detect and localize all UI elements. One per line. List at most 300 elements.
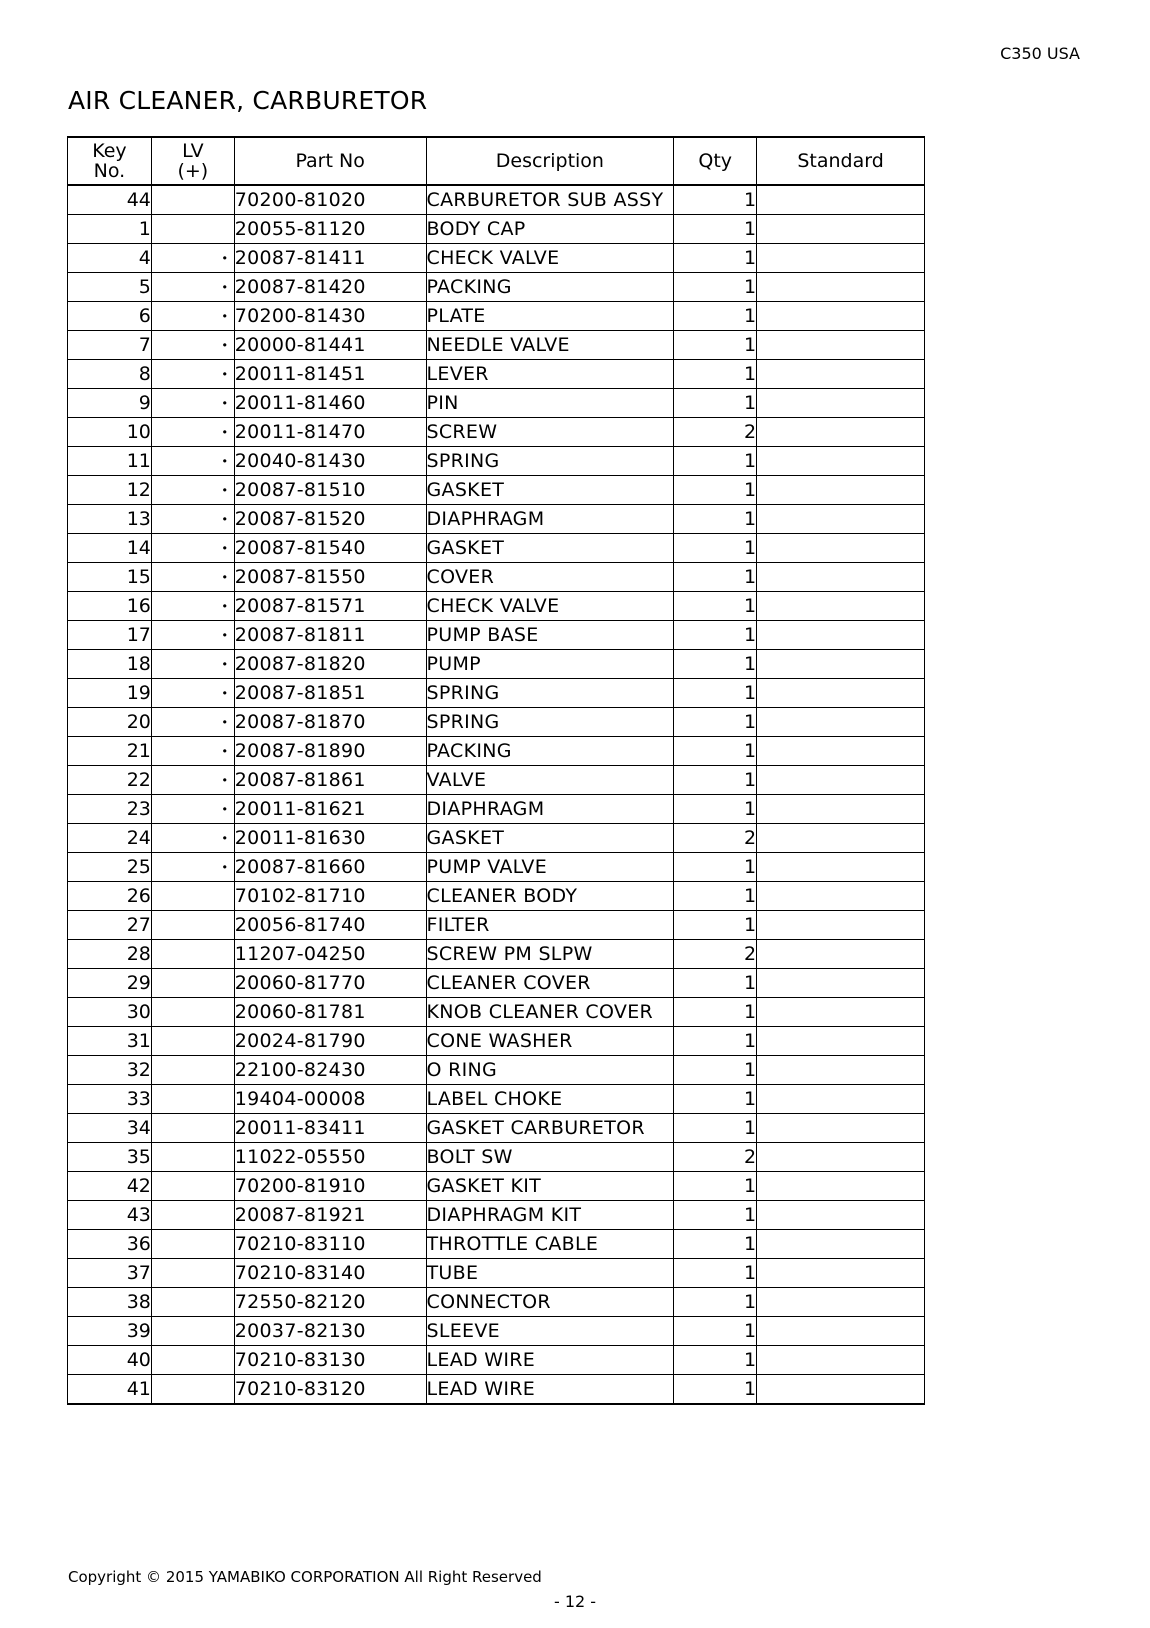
cell-standard: [757, 1201, 925, 1230]
cell-qty: 1: [674, 621, 757, 650]
cell-lv: [151, 1056, 234, 1085]
cell-description: DIAPHRAGM KIT: [426, 1201, 674, 1230]
cell-key-no: 36: [68, 1230, 152, 1259]
cell-lv: ・: [151, 708, 234, 737]
cell-qty: 1: [674, 795, 757, 824]
cell-standard: [757, 853, 925, 882]
cell-description: LEAD WIRE: [426, 1346, 674, 1375]
cell-description: GASKET KIT: [426, 1172, 674, 1201]
cell-qty: 1: [674, 476, 757, 505]
cell-key-no: 6: [68, 302, 152, 331]
cell-standard: [757, 1056, 925, 1085]
cell-qty: 1: [674, 969, 757, 998]
table-row: [68, 302, 925, 331]
cell-lv: ・: [151, 418, 234, 447]
cell-key-no: 30: [68, 998, 152, 1027]
cell-lv: [151, 1172, 234, 1201]
table-row: [68, 447, 925, 476]
cell-part-no: 20087-81921: [234, 1201, 426, 1230]
cell-description: CARBURETOR SUB ASSY: [426, 185, 674, 215]
cell-lv: [151, 1288, 234, 1317]
cell-lv: ・: [151, 360, 234, 389]
cell-description: CLEANER BODY: [426, 882, 674, 911]
cell-lv: ・: [151, 476, 234, 505]
cell-key-no: 14: [68, 534, 152, 563]
cell-key-no: 22: [68, 766, 152, 795]
cell-standard: [757, 592, 925, 621]
cell-part-no: 20087-81660: [234, 853, 426, 882]
cell-lv: ・: [151, 679, 234, 708]
cell-qty: 1: [674, 1056, 757, 1085]
table-row: [68, 1085, 925, 1114]
cell-part-no: 70210-83130: [234, 1346, 426, 1375]
cell-key-no: 17: [68, 621, 152, 650]
cell-part-no: 20087-81411: [234, 244, 426, 273]
cell-key-no: 15: [68, 563, 152, 592]
cell-standard: [757, 679, 925, 708]
cell-key-no: 7: [68, 331, 152, 360]
cell-part-no: 20011-81470: [234, 418, 426, 447]
cell-standard: [757, 1346, 925, 1375]
cell-key-no: 27: [68, 911, 152, 940]
table-row: [68, 650, 925, 679]
cell-key-no: 33: [68, 1085, 152, 1114]
cell-qty: 1: [674, 1172, 757, 1201]
cell-part-no: 20024-81790: [234, 1027, 426, 1056]
cell-lv: [151, 998, 234, 1027]
cell-description: KNOB CLEANER COVER: [426, 998, 674, 1027]
cell-lv: ・: [151, 737, 234, 766]
key-header-line2: No.: [93, 160, 126, 182]
table-row: [68, 1172, 925, 1201]
cell-standard: [757, 708, 925, 737]
table-row: [68, 737, 925, 766]
cell-description: PLATE: [426, 302, 674, 331]
cell-part-no: 20011-81630: [234, 824, 426, 853]
key-header-line1: Key: [92, 140, 127, 162]
cell-standard: [757, 447, 925, 476]
cell-description: PUMP BASE: [426, 621, 674, 650]
cell-standard: [757, 273, 925, 302]
table-row: [68, 853, 925, 882]
table-row: [68, 1230, 925, 1259]
cell-lv: [151, 882, 234, 911]
cell-key-no: 29: [68, 969, 152, 998]
cell-lv: ・: [151, 621, 234, 650]
cell-lv: [151, 911, 234, 940]
cell-qty: 1: [674, 1085, 757, 1114]
cell-lv: ・: [151, 447, 234, 476]
cell-qty: 2: [674, 940, 757, 969]
table-row: [68, 1317, 925, 1346]
cell-qty: 1: [674, 911, 757, 940]
cell-qty: 1: [674, 1288, 757, 1317]
cell-qty: 1: [674, 737, 757, 766]
lv-header-line1: LV: [182, 140, 204, 162]
cell-description: GASKET: [426, 476, 674, 505]
table-row: [68, 1114, 925, 1143]
cell-qty: 1: [674, 302, 757, 331]
table-row: [68, 1201, 925, 1230]
table-row: [68, 940, 925, 969]
cell-qty: 1: [674, 1259, 757, 1288]
table-row: [68, 969, 925, 998]
cell-key-no: 12: [68, 476, 152, 505]
cell-key-no: 20: [68, 708, 152, 737]
cell-lv: ・: [151, 650, 234, 679]
cell-lv: ・: [151, 853, 234, 882]
cell-description: SCREW: [426, 418, 674, 447]
cell-part-no: 20087-81811: [234, 621, 426, 650]
cell-part-no: 20087-81420: [234, 273, 426, 302]
cell-qty: 1: [674, 563, 757, 592]
table-row: [68, 185, 925, 215]
cell-key-no: 44: [68, 185, 152, 215]
cell-key-no: 4: [68, 244, 152, 273]
cell-standard: [757, 302, 925, 331]
cell-key-no: 13: [68, 505, 152, 534]
cell-description: LABEL CHOKE: [426, 1085, 674, 1114]
cell-part-no: 70210-83110: [234, 1230, 426, 1259]
cell-description: GASKET CARBURETOR: [426, 1114, 674, 1143]
cell-part-no: 20011-81460: [234, 389, 426, 418]
cell-part-no: 20011-81451: [234, 360, 426, 389]
cell-part-no: 20087-81890: [234, 737, 426, 766]
cell-lv: ・: [151, 331, 234, 360]
table-row: [68, 476, 925, 505]
cell-description: GASKET: [426, 534, 674, 563]
cell-standard: [757, 795, 925, 824]
cell-standard: [757, 389, 925, 418]
cell-standard: [757, 766, 925, 795]
cell-qty: 1: [674, 1317, 757, 1346]
table-row: [68, 389, 925, 418]
cell-key-no: 35: [68, 1143, 152, 1172]
cell-part-no: 20087-81870: [234, 708, 426, 737]
cell-description: LEAD WIRE: [426, 1375, 674, 1405]
cell-description: DIAPHRAGM: [426, 505, 674, 534]
cell-key-no: 43: [68, 1201, 152, 1230]
cell-qty: 1: [674, 447, 757, 476]
cell-key-no: 34: [68, 1114, 152, 1143]
cell-lv: ・: [151, 795, 234, 824]
cell-part-no: 70102-81710: [234, 882, 426, 911]
table-row: [68, 331, 925, 360]
column-header-description: Description: [426, 137, 674, 185]
column-header-lv: [151, 137, 234, 185]
cell-description: BODY CAP: [426, 215, 674, 244]
cell-lv: [151, 1375, 234, 1405]
table-row: [68, 911, 925, 940]
cell-qty: 1: [674, 650, 757, 679]
table-row: [68, 708, 925, 737]
cell-part-no: 70210-83120: [234, 1375, 426, 1405]
cell-part-no: 22100-82430: [234, 1056, 426, 1085]
cell-description: CONE WASHER: [426, 1027, 674, 1056]
cell-part-no: 20040-81430: [234, 447, 426, 476]
parts-table: [67, 136, 925, 1405]
cell-description: PACKING: [426, 273, 674, 302]
cell-part-no: 11022-05550: [234, 1143, 426, 1172]
cell-part-no: 19404-00008: [234, 1085, 426, 1114]
cell-part-no: 20087-81820: [234, 650, 426, 679]
cell-description: FILTER: [426, 911, 674, 940]
cell-description: CHECK VALVE: [426, 244, 674, 273]
column-header-qty: Qty: [674, 137, 757, 185]
cell-standard: [757, 1172, 925, 1201]
cell-standard: [757, 621, 925, 650]
cell-standard: [757, 1288, 925, 1317]
cell-key-no: 39: [68, 1317, 152, 1346]
cell-qty: 1: [674, 708, 757, 737]
cell-description: PUMP VALVE: [426, 853, 674, 882]
column-header-standard: Standard: [757, 137, 925, 185]
cell-description: CHECK VALVE: [426, 592, 674, 621]
cell-part-no: 20087-81851: [234, 679, 426, 708]
cell-description: SPRING: [426, 447, 674, 476]
table-row: [68, 882, 925, 911]
cell-lv: ・: [151, 505, 234, 534]
cell-standard: [757, 882, 925, 911]
table-row: [68, 418, 925, 447]
cell-standard: [757, 1317, 925, 1346]
cell-key-no: 31: [68, 1027, 152, 1056]
cell-lv: [151, 1143, 234, 1172]
table-row: [68, 1143, 925, 1172]
cell-description: SCREW PM SLPW: [426, 940, 674, 969]
cell-key-no: 9: [68, 389, 152, 418]
cell-part-no: 11207-04250: [234, 940, 426, 969]
cell-qty: 1: [674, 215, 757, 244]
model-code: C350 USA: [1000, 44, 1080, 63]
cell-description: LEVER: [426, 360, 674, 389]
cell-key-no: 10: [68, 418, 152, 447]
cell-part-no: 70210-83140: [234, 1259, 426, 1288]
cell-qty: 1: [674, 534, 757, 563]
cell-description: DIAPHRAGM: [426, 795, 674, 824]
cell-part-no: 20037-82130: [234, 1317, 426, 1346]
cell-standard: [757, 1143, 925, 1172]
cell-lv: ・: [151, 592, 234, 621]
table-row: [68, 679, 925, 708]
cell-part-no: 70200-81910: [234, 1172, 426, 1201]
cell-part-no: 20087-81540: [234, 534, 426, 563]
cell-key-no: 24: [68, 824, 152, 853]
cell-description: CLEANER COVER: [426, 969, 674, 998]
cell-description: BOLT SW: [426, 1143, 674, 1172]
table-row: [68, 592, 925, 621]
cell-description: THROTTLE CABLE: [426, 1230, 674, 1259]
cell-key-no: 41: [68, 1375, 152, 1405]
cell-key-no: 18: [68, 650, 152, 679]
cell-lv: ・: [151, 302, 234, 331]
table-row: [68, 534, 925, 563]
cell-qty: 1: [674, 998, 757, 1027]
cell-part-no: 70200-81430: [234, 302, 426, 331]
cell-qty: 2: [674, 418, 757, 447]
cell-standard: [757, 244, 925, 273]
column-header-key-no: [68, 137, 152, 185]
cell-part-no: 20087-81510: [234, 476, 426, 505]
cell-lv: ・: [151, 563, 234, 592]
cell-qty: 1: [674, 244, 757, 273]
table-row: [68, 824, 925, 853]
cell-part-no: 20060-81781: [234, 998, 426, 1027]
cell-qty: 1: [674, 1201, 757, 1230]
table-row: [68, 1375, 925, 1405]
cell-lv: [151, 1230, 234, 1259]
table-row: [68, 505, 925, 534]
cell-key-no: 26: [68, 882, 152, 911]
cell-standard: [757, 360, 925, 389]
page-title: AIR CLEANER, CARBURETOR: [68, 86, 428, 115]
column-header-part-no: Part No: [234, 137, 426, 185]
cell-standard: [757, 1230, 925, 1259]
table-row: [68, 1027, 925, 1056]
cell-standard: [757, 1375, 925, 1405]
cell-key-no: 32: [68, 1056, 152, 1085]
cell-standard: [757, 331, 925, 360]
cell-lv: ・: [151, 244, 234, 273]
cell-qty: 1: [674, 389, 757, 418]
cell-key-no: 1: [68, 215, 152, 244]
cell-standard: [757, 563, 925, 592]
cell-key-no: 25: [68, 853, 152, 882]
cell-lv: [151, 1027, 234, 1056]
cell-key-no: 23: [68, 795, 152, 824]
cell-part-no: 20055-81120: [234, 215, 426, 244]
cell-qty: 1: [674, 273, 757, 302]
cell-part-no: 72550-82120: [234, 1288, 426, 1317]
cell-standard: [757, 940, 925, 969]
cell-qty: 1: [674, 360, 757, 389]
cell-key-no: 42: [68, 1172, 152, 1201]
cell-part-no: 20056-81740: [234, 911, 426, 940]
cell-description: SPRING: [426, 679, 674, 708]
cell-key-no: 16: [68, 592, 152, 621]
cell-part-no: 20011-83411: [234, 1114, 426, 1143]
cell-key-no: 19: [68, 679, 152, 708]
cell-key-no: 38: [68, 1288, 152, 1317]
cell-standard: [757, 534, 925, 563]
cell-description: GASKET: [426, 824, 674, 853]
cell-lv: [151, 1346, 234, 1375]
cell-lv: ・: [151, 534, 234, 563]
cell-lv: [151, 185, 234, 215]
cell-lv: [151, 1201, 234, 1230]
cell-qty: 1: [674, 1375, 757, 1405]
cell-qty: 1: [674, 331, 757, 360]
cell-part-no: 20087-81861: [234, 766, 426, 795]
cell-key-no: 37: [68, 1259, 152, 1288]
cell-key-no: 40: [68, 1346, 152, 1375]
cell-standard: [757, 505, 925, 534]
cell-standard: [757, 476, 925, 505]
cell-standard: [757, 418, 925, 447]
cell-standard: [757, 737, 925, 766]
table-row: [68, 766, 925, 795]
cell-qty: 1: [674, 185, 757, 215]
cell-lv: [151, 940, 234, 969]
cell-description: SLEEVE: [426, 1317, 674, 1346]
table-row: [68, 273, 925, 302]
cell-standard: [757, 824, 925, 853]
cell-qty: 1: [674, 853, 757, 882]
table-row: [68, 360, 925, 389]
cell-key-no: 28: [68, 940, 152, 969]
cell-key-no: 8: [68, 360, 152, 389]
cell-qty: 2: [674, 824, 757, 853]
cell-standard: [757, 650, 925, 679]
cell-description: PIN: [426, 389, 674, 418]
cell-qty: 1: [674, 1230, 757, 1259]
cell-lv: ・: [151, 273, 234, 302]
table-row: [68, 621, 925, 650]
table-row: [68, 795, 925, 824]
cell-qty: 1: [674, 1346, 757, 1375]
cell-lv: [151, 1317, 234, 1346]
cell-key-no: 5: [68, 273, 152, 302]
cell-description: O RING: [426, 1056, 674, 1085]
cell-qty: 1: [674, 679, 757, 708]
cell-lv: [151, 215, 234, 244]
table-row: [68, 244, 925, 273]
cell-standard: [757, 1027, 925, 1056]
lv-header-line2: (+): [177, 160, 209, 182]
cell-lv: [151, 1259, 234, 1288]
cell-standard: [757, 1259, 925, 1288]
cell-lv: [151, 969, 234, 998]
cell-standard: [757, 1085, 925, 1114]
cell-part-no: 20087-81550: [234, 563, 426, 592]
copyright-notice: Copyright © 2015 YAMABIKO CORPORATION All Right Reserved: [68, 1568, 542, 1586]
cell-qty: 2: [674, 1143, 757, 1172]
table-row: [68, 1259, 925, 1288]
table-row: [68, 1288, 925, 1317]
cell-description: CONNECTOR: [426, 1288, 674, 1317]
cell-lv: ・: [151, 389, 234, 418]
cell-standard: [757, 911, 925, 940]
cell-part-no: 20087-81571: [234, 592, 426, 621]
cell-lv: [151, 1114, 234, 1143]
table-row: [68, 1346, 925, 1375]
cell-standard: [757, 1114, 925, 1143]
table-row: [68, 1056, 925, 1085]
cell-part-no: 70200-81020: [234, 185, 426, 215]
table-row: [68, 563, 925, 592]
cell-part-no: 20060-81770: [234, 969, 426, 998]
cell-description: COVER: [426, 563, 674, 592]
cell-description: PACKING: [426, 737, 674, 766]
cell-qty: 1: [674, 1027, 757, 1056]
table-row: [68, 998, 925, 1027]
cell-standard: [757, 998, 925, 1027]
cell-qty: 1: [674, 1114, 757, 1143]
cell-qty: 1: [674, 882, 757, 911]
cell-description: PUMP: [426, 650, 674, 679]
cell-description: NEEDLE VALVE: [426, 331, 674, 360]
cell-part-no: 20087-81520: [234, 505, 426, 534]
cell-standard: [757, 215, 925, 244]
cell-part-no: 20000-81441: [234, 331, 426, 360]
cell-description: TUBE: [426, 1259, 674, 1288]
table-header-row: [68, 137, 925, 185]
cell-description: VALVE: [426, 766, 674, 795]
cell-lv: ・: [151, 824, 234, 853]
cell-standard: [757, 969, 925, 998]
cell-qty: 1: [674, 592, 757, 621]
cell-qty: 1: [674, 766, 757, 795]
